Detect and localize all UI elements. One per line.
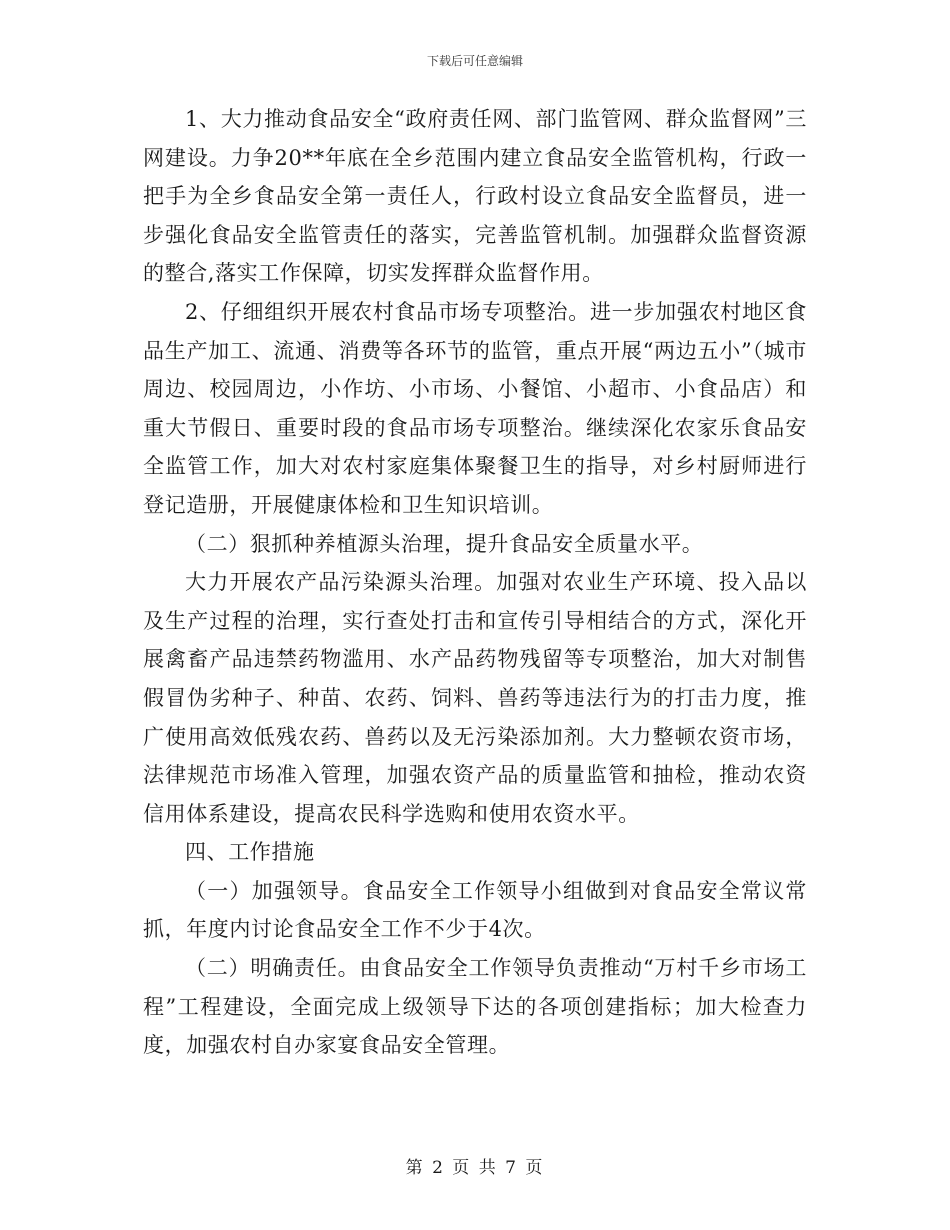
paragraph-measure-1: （一）加强领导。食品安全工作领导小组做到对食品安全常议常抓，年度内讨论食品安全工作不少于4次。 — [143, 878, 807, 942]
page-number: 第 2 页 共 7 页 — [405, 1158, 545, 1178]
paragraph-item-1: 1、大力推动食品安全“政府责任网、部门监管网、群众监督网”三网建设。力争20**年底在全乡范围内建立食品安全监管机构，行政一把手为全乡食品安全第一责任人，行政村设立食品安全监督员，进一步强化食品安全监管责任的落实，完善监管机制。加强群众监督资源的整合,落实工作保障，切实发挥群众监督作用。 — [143, 107, 807, 286]
document-body — [143, 100, 807, 1065]
section-heading-measures: 四、工作措施 — [185, 840, 315, 865]
section-heading-2: （二）狠抓种养植源头治理，提升食品安全质量水平。 — [185, 531, 704, 556]
paragraph-source-control: 大力开展农产品污染源头治理。加强对农业生产环境、投入品以及生产过程的治理，实行查处打击和宣传引导相结合的方式，深化开展禽畜产品违禁药物滥用、水产品药物残留等专项整治，加大对制售假冒伪劣种子、种苗、农药、饲料、兽药等违法行为的打击力度，推广使用高效低残农药、兽药以及无污染添加剂。大力整顿农资市场，法律规范市场准入管理，加强农资产品的质量监管和抽检，推动农资信用体系建设，提高农民科学选购和使用农资水平。 — [143, 570, 807, 826]
page-header-note: 下载后可任意编辑 — [426, 54, 523, 68]
paragraph-item-2: 2、仔细组织开展农村食品市场专项整治。进一步加强农村地区食品生产加工、流通、消费等各环节的监管，重点开展“两边五小”（城市周边、校园周边，小作坊、小市场、小餐馆、小超市、小食品店）和重大节假日、重要时段的食品市场专项整治。继续深化农家乐食品安全监管工作，加大对农村家庭集体聚餐卫生的指导，对乡村厨师进行登记造册，开展健康体检和卫生知识培训。 — [143, 299, 807, 517]
paragraph-measure-2: （二）明确责任。由食品安全工作领导负责推动“万村千乡市场工程”工程建设，全面完成上级领导下达的各项创建指标；加大检查力度，加强农村自办家宴食品安全管理。 — [143, 956, 807, 1058]
